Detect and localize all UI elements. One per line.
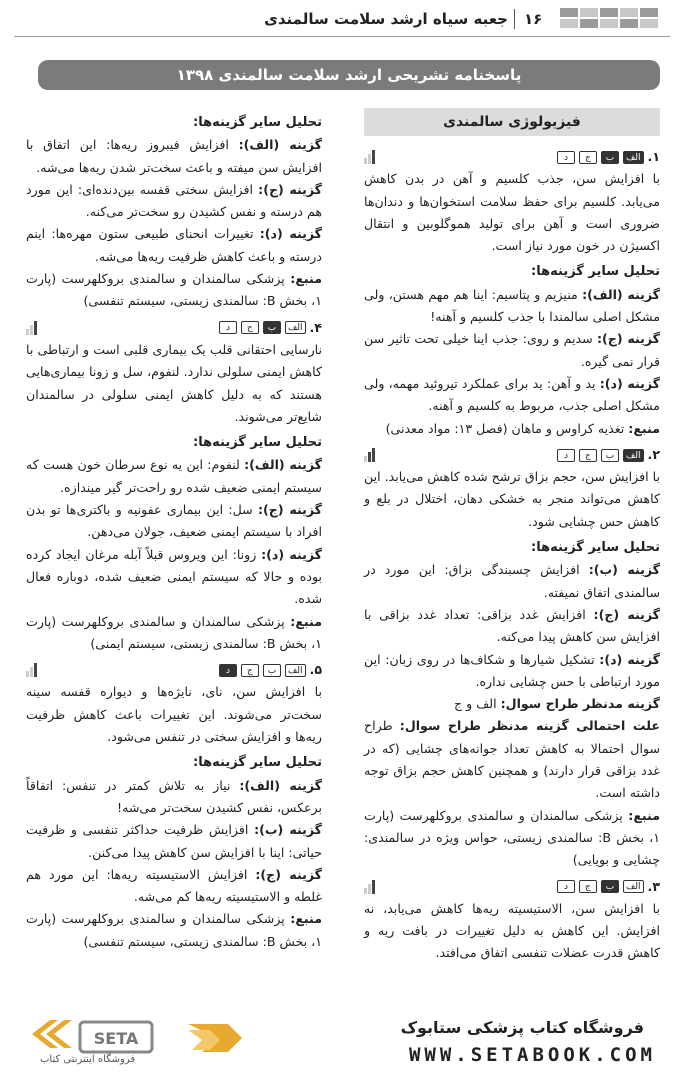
option-analysis [26,223,322,268]
source-text: پزشکی سالمندان و سالمندی بروکلهرست (پارت ۱، بخش B: سالمندی زیستی، سیستم تنفسی) [26,271,322,309]
option-analysis [26,134,322,179]
option-badge: ج [241,321,259,334]
designer-text: الف و ج [454,696,501,712]
option-text: تشکیل شیارها و شکاف‌ها در روی زبان: این مورد ارتباطی با حس چشایی نداره. [364,651,660,689]
option-analysis [364,559,660,604]
option-analysis [26,499,322,544]
option-analysis [26,179,322,224]
option-badge: د [557,151,575,164]
option-analysis [26,775,322,820]
question-number: ۱. [647,149,660,164]
option-text: نیاز به تلاش کمتر در تنفس: اتفاقاً برعکس، نفس کشیدن سخت‌تر می‌شه! [26,777,322,815]
book-title: جعبه سیاه ارشد سلامت سالمندی [264,10,508,28]
header-rule [14,36,670,37]
option-label: گزینه (د): [259,226,322,242]
source-label: منبع: [290,271,322,287]
answer-body: با افزایش سن، نای، نایژه‌ها و دیواره قفسه سینه سخت‌تر می‌شوند. این تغییرات باعث کاهش ظرفیت ریه‌ها و افزایش سختی در تنفس می‌شود. [26,684,322,745]
option-label: گزینه (ب): [254,822,322,838]
difficulty-bars-icon [364,150,375,164]
source-line [26,611,322,656]
option-badge: د [219,664,237,677]
option-analysis [364,328,660,373]
difficulty-bars-icon [26,321,37,335]
option-text: افزایش الاستیسیته ریه‌ها: این مورد هم غلطه و الاستیسیته ریه‌ها کم می‌شه. [26,866,322,905]
option-badge: ب [263,664,281,677]
source-line [26,268,322,313]
question-header-3 [364,876,660,898]
option-label: گزینه (الف): [244,457,322,473]
question-header-5 [26,659,322,681]
answer-body: با افزایش سن، حجم بزاق ترشح شده کاهش می‌یابد. این کاهش می‌تواند منجر به خشکی دهان، اختلال در بلع و کاهش حس چشایی شود. [364,469,660,529]
option-analysis [364,604,660,649]
option-label: گزینه (د): [261,546,323,562]
option-label: گزینه (ج): [593,606,660,622]
option-analysis [26,864,322,909]
analysis-title: تحلیل سایر گزینه‌ها: [531,264,660,280]
option-badge: د [557,449,575,462]
reason-text: طراح سوال احتمالا به کاهش تعداد جوانه‌های چشایی (که در غدد بزاقی قرار دارند) و همچنین کاهش حجم بزاق توجه داشته است. [364,718,660,801]
option-label: گزینه (ج): [258,502,322,518]
option-badge: ب [601,151,619,164]
header-divider [514,9,515,29]
option-badge: الف [623,449,644,462]
option-label: گزینه (د): [599,375,660,391]
question-number: ۳. [647,878,660,894]
source-line [364,805,660,872]
option-label: گزینه (الف): [239,777,322,793]
option-text: افزایش چسبندگی بزاق: این مورد در سالمندی اتفاق نمیفته. [364,562,660,600]
source-label: منبع: [628,420,660,436]
option-analysis [26,454,322,499]
option-badge: ب [601,449,619,462]
analysis-title: تحلیل سایر گزینه‌ها: [193,435,322,451]
source-label: منبع: [290,613,322,629]
option-analysis [26,544,322,611]
option-label: گزینه (الف): [238,137,322,153]
answer-body: نارسایی احتقانی قلب یک بیماری قلبی است و ارتباطی با کاهش ایمنی سلولی ندارد. لنفوم، سل و زونا بیماری‌هایی هستند که به دلیل کاهش ایمنی سلولی در سالمندان شایع‌تر می‌شوند. [26,341,322,424]
option-text: افزایش ظرفیت حداکثر تنفسی و ظرفیت حیاتی: اینا با افزایش سن کاهش پیدا می‌کنن. [26,822,322,860]
logo-subtitle: فروشگاه اینترنتی کتاب [40,1054,136,1065]
analysis-title: تحلیل سایر گزینه‌ها: [531,540,660,556]
source-text: پزشکی سالمندان و سالمندی بروکلهرست (پارت ۱، بخش B: سالمندی زیستی، حواس ویژه در سالمندی: چشایی و بویایی) [364,807,660,868]
option-text: سدیم و روی: جذب اینا خیلی تحت تاثیر سن قرار نمی گیره. [364,331,660,369]
source-line [26,908,322,953]
option-badge: ج [579,880,597,893]
footer-banner [0,1000,684,1080]
option-badge: الف [623,880,644,893]
option-text: زونا: این ویروس قبلاً آبله مرغان ایجاد کرده بوده و حالا که سیستم ایمنی ضعیف شده، دوباره فعال شده. [26,546,322,607]
difficulty-bars-icon [26,663,37,677]
option-label: گزینه (ج): [597,331,660,347]
page-header [0,0,684,40]
option-badge: ج [579,449,597,462]
option-badge: ب [263,321,281,334]
source-label: منبع: [628,807,660,823]
analysis-title: تحلیل سایر گزینه‌ها: [193,115,322,130]
reason-label: علت احتمالی گزینه مدنظر طراح سوال: [399,718,660,734]
designer-label: گزینه مدنظر طراح سوال: [500,696,660,712]
source-text: پزشکی سالمندان و سالمندی بروکلهرست (پارت ۱، بخش B: سالمندی زیستی، سیستم ایمنی) [26,613,322,651]
option-badge: ج [241,664,259,677]
option-text: لنفوم: این یه نوع سرطان خون هست که سیستم ایمنی ضعیف شده رو راحت‌تر گیر میندازه. [26,457,322,495]
header-decoration [560,8,658,28]
option-badge: ج [579,151,597,164]
probable-reason [364,715,660,804]
option-label: گزینه (د): [599,651,661,667]
option-label: گزینه (ب): [588,562,660,578]
question-header-1 [364,146,660,168]
option-text: منیزیم و پتاسیم: اینا هم مهم هستن، ولی مشکل اصلی سالمندا با جذب کلسیم و آهنه! [364,286,660,325]
designer-choice [364,693,660,715]
option-badge: الف [285,321,306,334]
option-analysis [364,649,660,694]
answer-body: با افزایش سن، الاستیسیته ریه‌ها کاهش می‌یابد، نه افزایش. این کاهش به دلیل تغییرات در بافت ریه و کاهش قدرت عضلات تنفسی اتفاق می‌افتد. [364,900,660,961]
difficulty-bars-icon [364,880,375,894]
option-text: افزایش سختی قفسه بین‌دنده‌ای: این مورد هم درسته و نفس کشیدن رو سخت‌تر می‌کنه. [26,181,322,220]
option-badge: الف [623,151,644,164]
answer-body: با افزایش سن، جذب کلسیم و آهن در بدن کاهش می‌یابد. کلسیم برای حفظ سلامت استخوان‌ها و دندان‌ها ضروری است و آهن برای تولید هموگلوبین و انتقال اکسیژن در خون مورد نیاز است. [364,171,660,254]
option-text: ید و آهن: ید برای عملکرد تیروئید مهمه، ولی مشکل اصلی جذب، مربوط به کلسیم و آهنه. [364,375,660,414]
option-text: افزایش فیبروز ریه‌ها: این اتفاق با افزایش سن میفته و باعث سخت‌تر شدن ریه‌ها می‌شه. [26,137,322,175]
option-label: گزینه (ج): [255,866,322,882]
option-badge: ب [601,880,619,893]
option-analysis [364,373,660,418]
option-label: گزینه (ج): [258,181,322,197]
option-text: تغییرات انحنای طبیعی ستون مهره‌ها: اینم درسته و باعث کاهش ظرفیت ریه‌ها می‌شه. [26,226,322,264]
svg-text:SETA: SETA [93,1029,139,1048]
source-text: تغذیه کراوس و ماهان (فصل ۱۳: مواد معدنی) [385,420,629,436]
source-line [364,418,660,440]
question-number: ۵. [309,662,322,678]
right-column [364,108,660,965]
option-badge: الف [285,664,306,677]
analysis-title: تحلیل سایر گزینه‌ها: [193,755,322,771]
question-number: ۲. [647,446,660,462]
difficulty-bars-icon [364,448,375,462]
section-heading: فیزیولوژی سالمندی [364,108,660,136]
option-label: گزینه (الف): [582,286,660,302]
website-link[interactable]: WWW.SETABOOK.COM [408,1044,656,1066]
option-text: سل: این بیماری عفونیه و باکتری‌ها تو بدن افراد با سیستم ایمنی ضعیف، جولان می‌دهن. [26,502,322,540]
page-banner: پاسخنامه تشریحی ارشد سلامت سالمندی ۱۳۹۸ [38,60,660,90]
question-header-4 [26,317,322,339]
option-analysis [26,819,322,864]
page-number: ۱۶ [524,10,543,28]
option-text: افزایش غدد بزاقی: تعداد غدد بزاقی با افزایش سن کاهش پیدا می‌کنه. [364,606,660,645]
option-badge: د [557,880,575,893]
question-number: ۴. [309,319,322,335]
source-label: منبع: [290,911,322,927]
question-header-2 [364,444,660,466]
source-text: پزشکی سالمندان و سالمندی بروکلهرست (پارت ۱، بخش B: سالمندی زیستی، سیستم تنفسی) [26,911,322,949]
left-column [26,108,322,953]
option-badge: د [219,321,237,334]
shop-name: فروشگاه کتاب پزشکی ستابوک [400,1018,644,1037]
option-analysis [364,284,660,329]
